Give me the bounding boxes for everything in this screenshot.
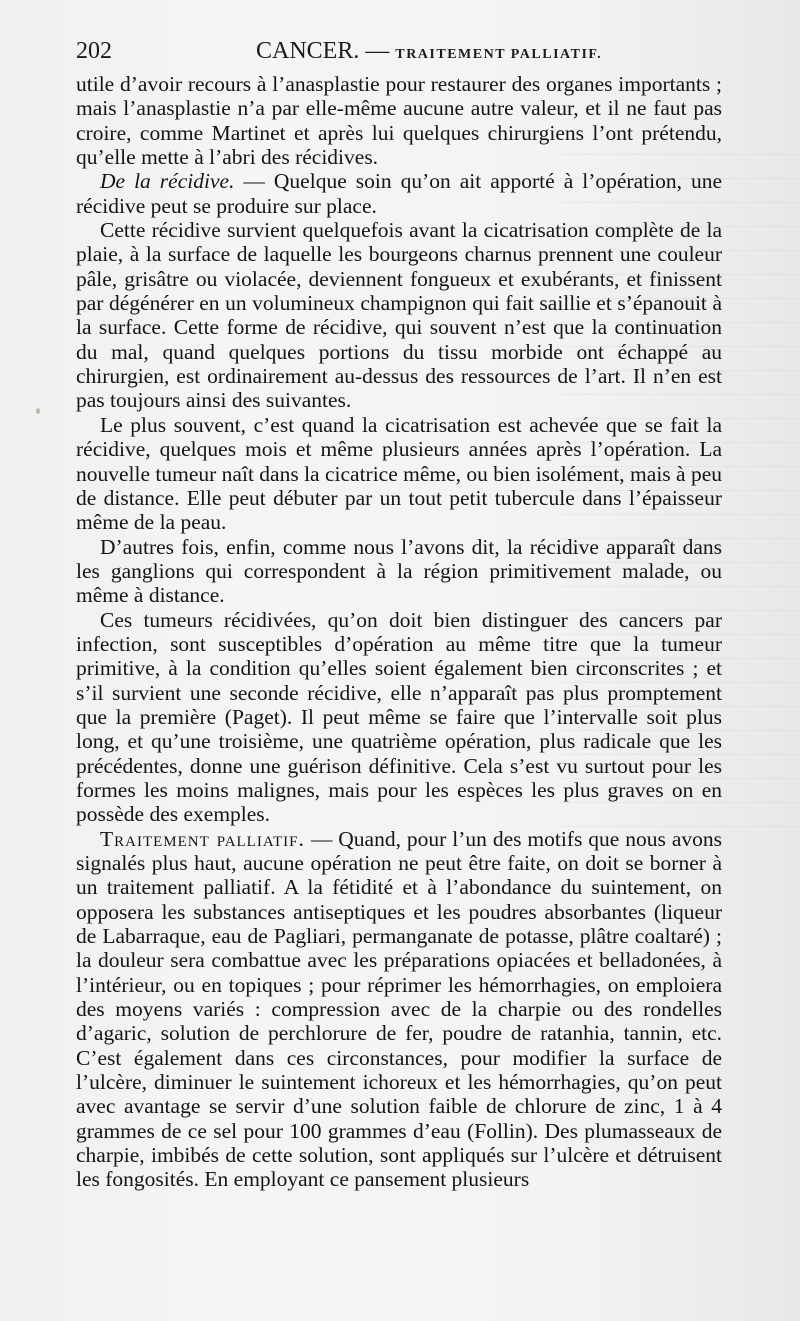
paragraph-1: utile d’avoir recours à l’anasplastie pour restaurer des organes importants ; mais l’anasplastie n’a par elle-même aucune autre valeur, et il ne faut pas croire, comme Martinet et après lui quelques chirurgiens l’ont prétendu, qu’elle mette à l’abri des récidives.	[76, 72, 722, 170]
paragraph-4: Le plus souvent, c’est quand la cicatrisation est achevée que se fait la récidive, quelques mois et même plusieurs années après l’opération. La nouvelle tumeur naît dans la cicatrice même, ou bien isolément, mais à peu de distance. Elle peut débuter par un tout petit tubercule dans l’épaisseur même de la peau.	[76, 412, 722, 535]
traitement-heading: Traitement palliatif.	[100, 826, 305, 851]
page-header	[76, 38, 666, 72]
paragraph-traitement	[76, 827, 722, 1192]
body-text	[76, 72, 722, 1192]
chapter-title: CANCER.	[256, 38, 360, 64]
paper-speck	[36, 408, 40, 414]
paragraph-3: Cette récidive survient quelquefois avant la cicatrisation complète de la plaie, à la surface de laquelle les bourgeons charnus prennent une couleur pâle, grisâtre ou violacée, deviennent fongueux et exubérants, et finissent par dégénérer en un volumineux champignon qui fait saillie et s’épanouit à la surface. Cette forme de récidive, qui souvent n’est que la continuation du mal, quand quelques portions du tissu morbide ont échappé au chirurgien, est ordinairement au-dessus des ressources de l’art. Il n’en est pas toujours ainsi des suivantes.	[76, 218, 722, 413]
page-number: 202	[76, 38, 112, 64]
recidive-text: — Quelque soin qu’on ait apporté à l’opération, une récidive peut se produire sur place.	[76, 169, 722, 218]
section-title: TRAITEMENT PALLIATIF.	[395, 47, 603, 62]
paragraph-recidive	[76, 169, 722, 218]
traitement-text: — Quand, pour l’un des motifs que nous avons signalés plus haut, aucune opération ne peut être faite, on doit se borner à un traitement palliatif. A la fétidité et à l’abondance du suintement, on opposera les substances antiseptiques et les poudres absorbantes (liqueur de Labarraque, eau de Pagliari, permanganate de potasse, plâtre coaltaré) ; la douleur sera combattue avec les préparations opiacées et belladonées, à l’intérieur, ou en topiques ; pour réprimer les hémorrhagies, on emploiera des moyens variés : compression avec de la charpie ou des rondelles d’agaric, solution de perchlorure de fer, poudre de ratanhia, tannin, etc. C’est également dans ces circonstances, pour modifier la surface de l’ulcère, diminuer le suintement ichoreux et les hémorrhagies, qu’on peut avec avantage se servir d’une solution faible de chlorure de zinc, 1 à 4 grammes de ce sel pour 100 grammes d’eau (Follin). Des plumasseaux de charpie, imbibés de cette solution, sont appliqués sur l’ulcère et détruisent les fongosités. En employant ce pansement plusieurs	[76, 826, 722, 1192]
title-dash: —	[365, 38, 390, 64]
running-title	[256, 38, 602, 65]
recidive-heading: De la récidive.	[100, 169, 235, 194]
paragraph-6: Ces tumeurs récidivées, qu’on doit bien distinguer des cancers par infection, sont susceptibles d’opération au même titre que la tumeur primitive, à la condition qu’elles soient également bien circonscrites ; et s’il survient une seconde récidive, elle n’apparaît pas plus promptement que la première (Paget). Il peut même se faire que l’intervalle soit plus long, et qu’une troisième, une quatrième opération, plus radicale que les précédentes, donne une guérison définitive. Cela s’est vu surtout pour les formes les moins malignes, mais pour les espèces les plus graves on en possède des exemples.	[76, 607, 722, 827]
paragraph-5: D’autres fois, enfin, comme nous l’avons dit, la récidive apparaît dans les ganglions qui correspondent à la région primitivement malade, ou même à distance.	[76, 534, 722, 608]
